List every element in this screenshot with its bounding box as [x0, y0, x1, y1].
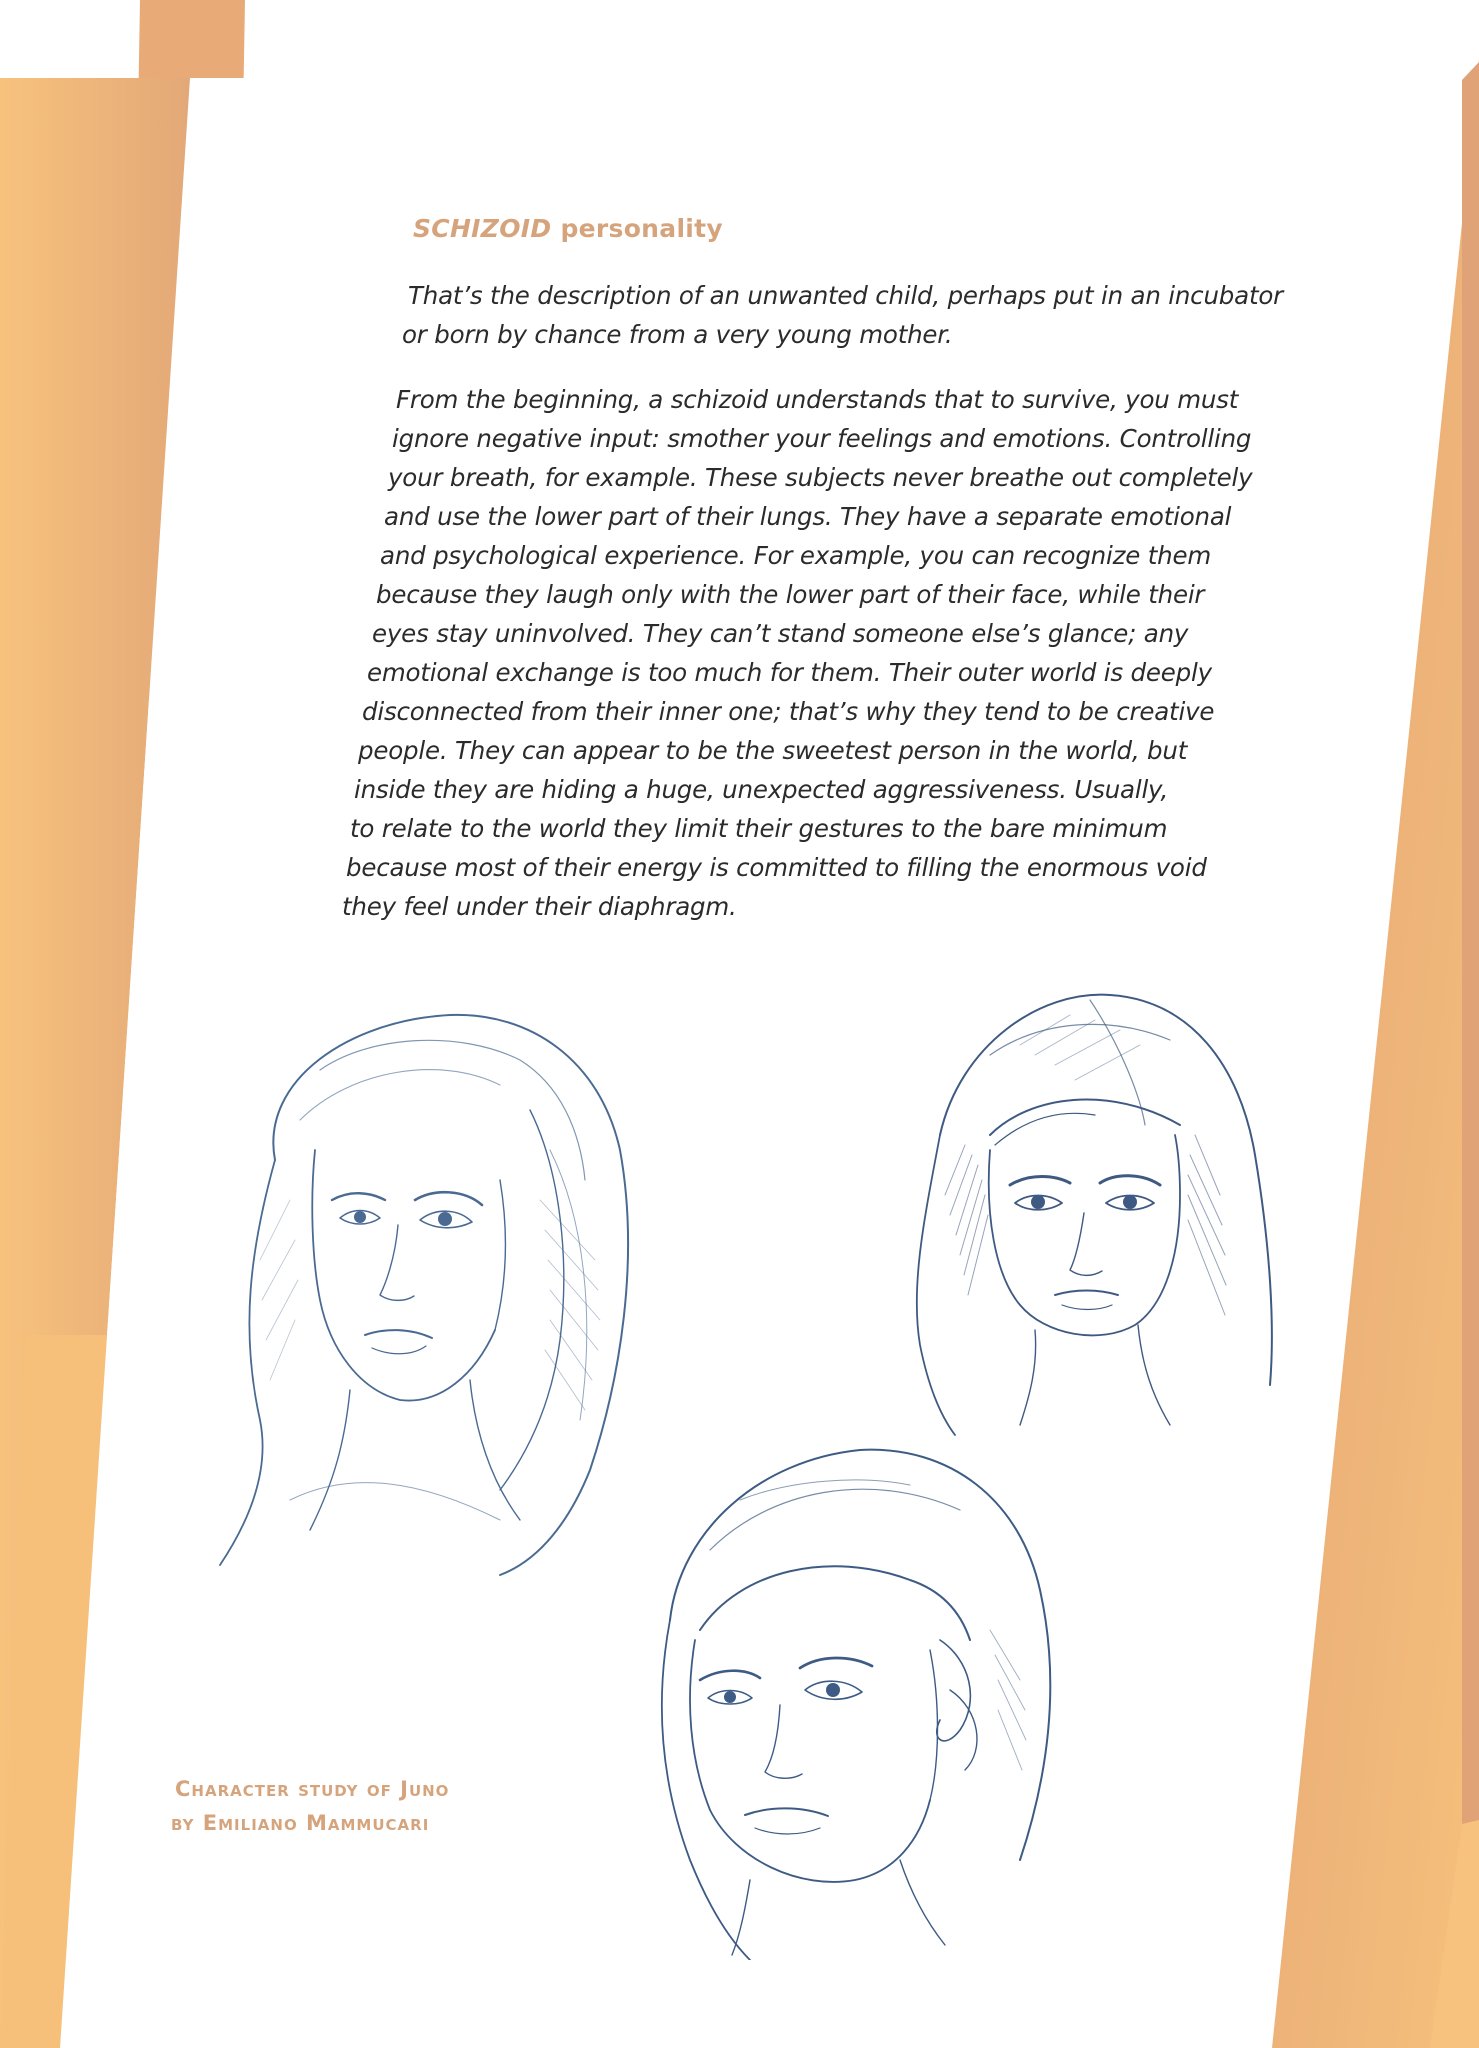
body-line: because most of their energy is committed to filling the enormous void	[346, 853, 1207, 882]
body-line: your breath, for example. These subjects never breathe out completely	[388, 463, 1253, 492]
right-band-edge	[1462, 62, 1479, 1832]
body-line: disconnected from their inner one; that’s why they tend to be creative	[362, 697, 1215, 726]
body-line: emotional exchange is too much for them. Their outer world is deeply	[367, 658, 1212, 687]
body-line: and psychological experience. For example, you can recognize them	[380, 541, 1212, 570]
intro-line: That’s the description of an unwanted child, perhaps put in an incubator	[408, 281, 1284, 310]
caption-line-1: Character study of Juno	[175, 1777, 450, 1801]
body-line: because they laugh only with the lower part of their face, while their	[376, 580, 1205, 609]
body-line: From the beginning, a schizoid understands that to survive, you must	[396, 385, 1239, 414]
heading-light: personality	[560, 214, 724, 243]
section-heading	[413, 214, 723, 243]
portrait-sketch-left	[200, 1000, 640, 1580]
body-line: eyes stay uninvolved. They can’t stand someone else’s glance; any	[372, 619, 1189, 648]
intro-line: or born by chance from a very young mother.	[402, 320, 953, 349]
body-line: and use the lower part of their lungs. They have a separate emotional	[384, 502, 1232, 531]
portrait-sketch-right	[870, 985, 1290, 1445]
body-line: they feel under their diaphragm.	[342, 892, 737, 921]
body-line: ignore negative input: smother your feelings and emotions. Controlling	[392, 424, 1252, 453]
body-line: people. They can appear to be the sweetest person in the world, but	[358, 736, 1188, 765]
body-line: to relate to the world they limit their gestures to the bare minimum	[350, 814, 1168, 843]
heading-strong: SCHIZOID	[413, 214, 552, 243]
body-line: inside they are hiding a huge, unexpected aggressiveness. Usually,	[354, 775, 1169, 804]
caption-line-2: by Emiliano Mammucari	[171, 1811, 430, 1835]
portrait-sketch-bottom	[640, 1440, 1070, 1960]
